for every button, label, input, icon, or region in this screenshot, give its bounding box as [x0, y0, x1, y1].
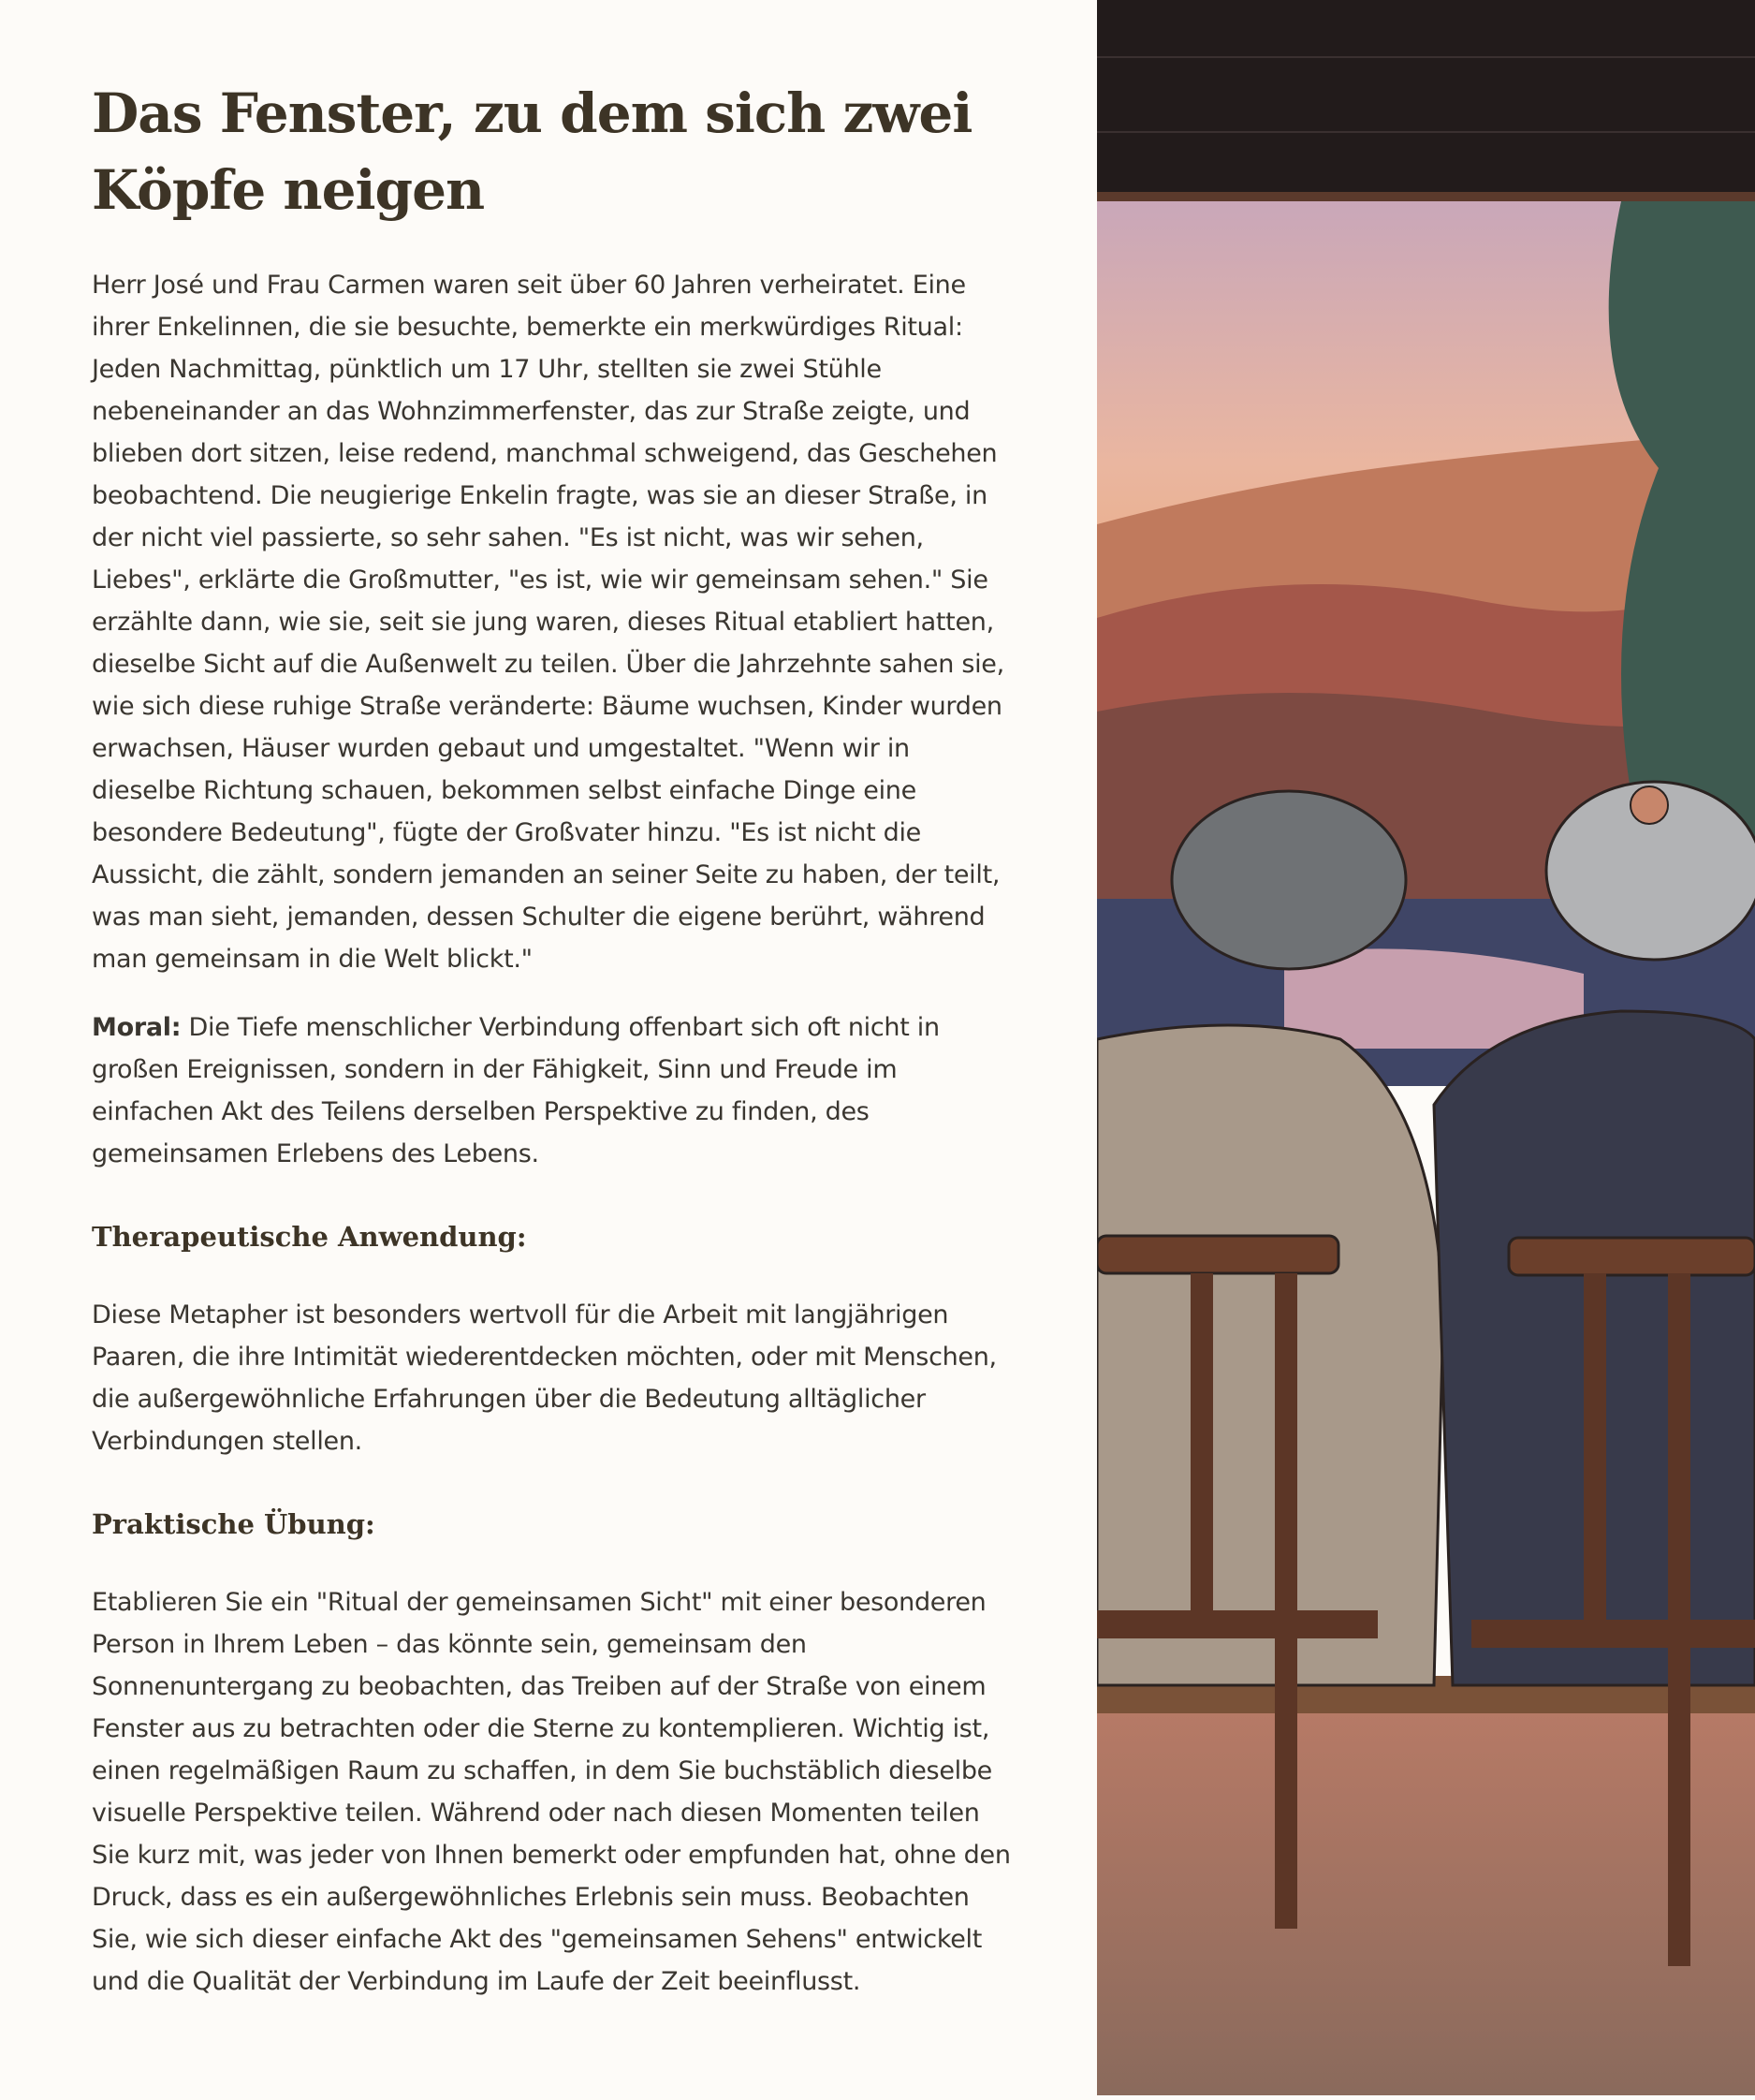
illustration-elderly-couple-at-window	[1097, 0, 1755, 2095]
therapy-paragraph: Diese Metapher ist besonders wertvoll für die Arbeit mit langjährigen Paaren, die ihre Intimität wiederentdecken möchten, oder mit Menschen, die außergewöhnliche Erfahrungen über die Bedeutung alltäglicher Verbindungen stellen.	[92, 1300, 997, 1456]
moral-label: Moral:	[92, 1013, 182, 1042]
article	[92, 75, 1014, 2029]
story-paragraph: Herr José und Frau Carmen waren seit über 60 Jahren verheiratet. Eine ihrer Enkelinnen, die sie besuchte, bemerkte ein merkwürdiges Ritual: Jeden Nachmittag, pünktlich um 17 Uhr, stellten sie zwei Stühle nebeneinander an das Wohnzimmerfenster, das zur Straße zeigte, und blieben dort sitzen, leise redend, manchmal schweigend, das Geschehen beobachtend. Die neugierige Enkelin fragte, was sie an dieser Straße, in der nicht viel passierte, so sehr sahen. "Es ist nicht, was wir sehen, Liebes", erklärte die Großmutter, "es ist, wie wir gemeinsam sehen." Sie erzählte dann, wie sie, seit sie jung waren, dieses Ritual etabliert hatten, dieselbe Sicht auf die Außenwelt zu teilen. Über die Jahrzehnte sahen sie, wie sich diese ruhige Straße veränderte: Bäume wuchsen, Kinder wurden erwachsen, Häuser wurden gebaut und umgestaltet. "Wenn wir in dieselbe Richtung schauen, bekommen selbst einfache Dinge eine besondere Bedeutung", fügte der Großvater hinzu. "Es ist nicht die Aussicht, die zählt, sondern jemanden an seiner Seite zu haben, der teilt, was man sieht, jemanden, dessen Schulter die eigene berührt, während man gemeinsam in die Welt blickt."	[92, 271, 1004, 974]
page-title: Das Fenster, zu dem sich zwei Köpfe neigen	[92, 81, 973, 222]
illustration-svg	[1097, 0, 1755, 2095]
exercise-heading: Praktische Übung:	[92, 1508, 375, 1540]
exercise-paragraph: Etablieren Sie ein "Ritual der gemeinsamen Sicht" mit einer besonderen Person in Ihrem Leben – das könnte sein, gemeinsam den Sonnenuntergang zu beobachten, das Treiben auf der Straße von einem Fenster aus zu betrachten oder die Sterne zu kontemplieren. Wichtig ist, einen regelmäßigen Raum zu schaffen, in dem Sie buchstäblich dieselbe visuelle Perspektive teilen. Während oder nach diesen Momenten teilen Sie kurz mit, was jeder von Ihnen bemerkt oder empfunden hat, ohne den Druck, dass es ein außergewöhnliches Erlebnis sein muss. Beobachten Sie, wie sich dieser einfache Akt des "gemeinsamen Sehens" entwickelt und die Qualität der Verbindung im Laufe der Zeit beeinflusst.	[92, 1588, 1011, 1996]
therapy-heading: Therapeutische Anwendung:	[92, 1221, 527, 1253]
moral-text: Die Tiefe menschlicher Verbindung offenbart sich oft nicht in großen Ereignissen, sondern in der Fähigkeit, Sinn und Freude im einfachen Akt des Teilens derselben Perspektive zu finden, des gemeinsamen Erlebens des Lebens.	[92, 1013, 940, 1168]
moral-paragraph	[92, 1006, 1014, 1175]
